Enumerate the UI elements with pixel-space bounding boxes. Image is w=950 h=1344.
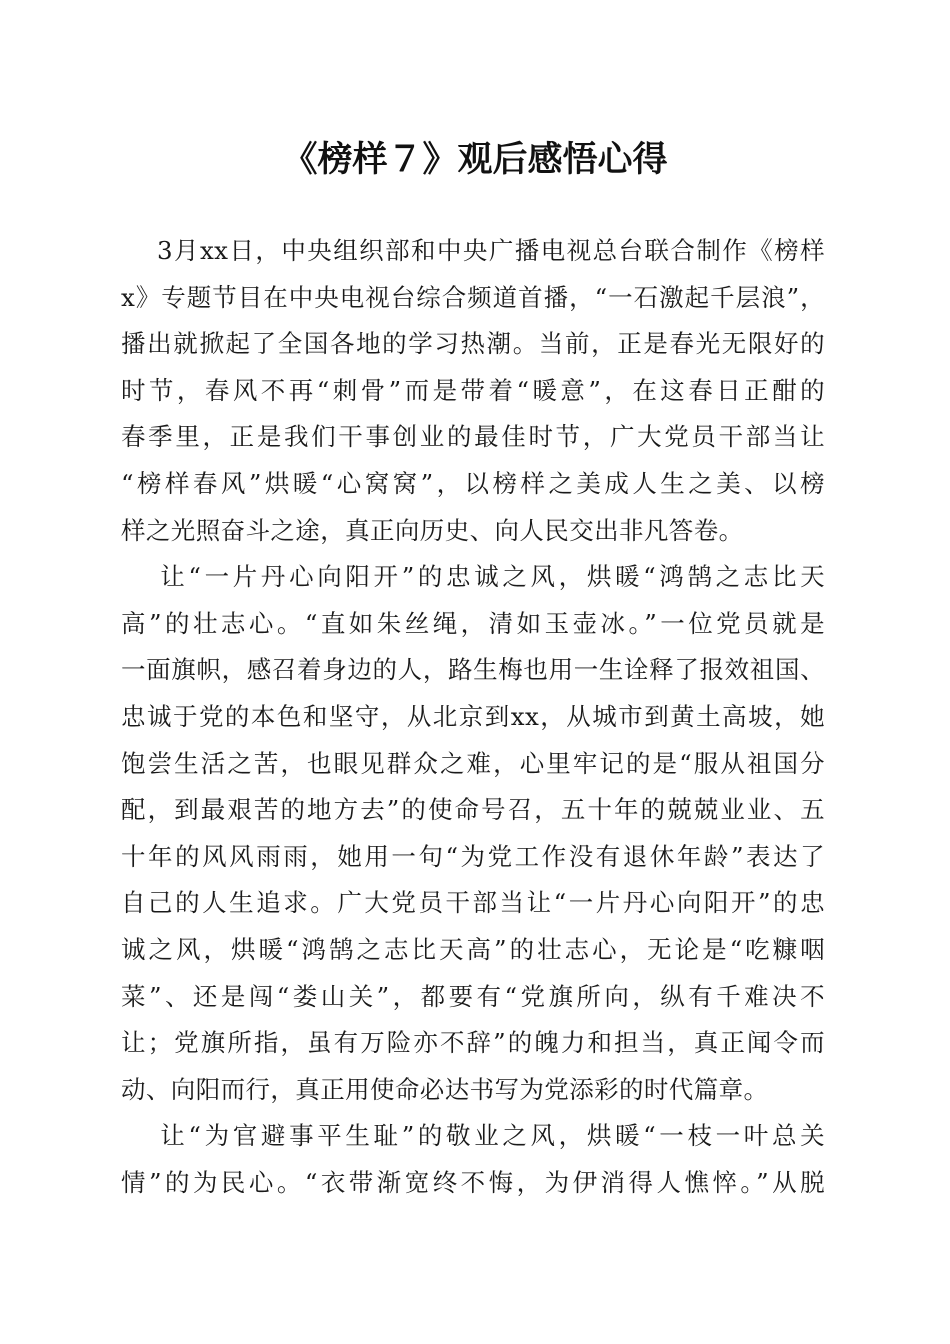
text-line: 时节，春风不再“刺骨”而是带着“暖意”，在这春日正酣的 [121,375,825,405]
text-line: “榜样春风”烘暖“心窝窝”，以榜样之美成人生之美、以榜 [121,468,825,498]
text-line: 一面旗帜，感召着身边的人，路生梅也用一生诠释了报效祖国、 [121,655,825,685]
text-line-content: 让“为官避事平生耻”的敬业之风，烘暖“一枝一叶总关 [157,1121,825,1151]
text-line [121,1113,825,1160]
paragraph-1 [121,228,825,554]
document-title: 《榜样７》观后感悟心得 [282,139,668,180]
paragraph-3 [121,1113,825,1206]
text-line: 情”的为民心。“衣带渐宽终不悔，为伊消得人憔悴。”从脱 [121,1167,825,1197]
text-line: 自己的人生追求。广大党员干部当让“一片丹心向阳开”的忠 [121,888,825,918]
text-line: 高”的壮志心。“直如朱丝绳，清如玉壶冰。”一位党员就是 [121,608,825,638]
text-line [121,228,825,275]
text-line: 春季里，正是我们干事创业的最佳时节，广大党员干部当让 [121,422,825,452]
paragraph-2 [121,554,825,1113]
text-line: 诚之风，烘暖“鸿鹄之志比天高”的壮志心，无论是“吃糠咽 [121,934,825,964]
text-line-content: 3月xx日，中央组织部和中央广播电视总台联合制作《榜样 [157,236,825,265]
text-line: 配，到最艰苦的地方去”的使命号召，五十年的兢兢业业、五 [121,795,825,825]
text-line: 忠诚于党的本色和坚守，从北京到xx，从城市到黄土高坡，她 [121,701,825,731]
document-body [121,228,825,1206]
text-line: x》专题节目在中央电视台综合频道首播，“一石激起千层浪”， [121,282,825,312]
text-line-content: 让“一片丹心向阳开”的忠诚之风，烘暖“鸿鹄之志比天 [157,562,825,592]
text-line: 十年的风风雨雨，她用一句“为党工作没有退休年龄”表达了 [121,841,825,871]
text-line: 动、向阳而行，真正用使命必达书写为党添彩的时代篇章。 [121,1074,769,1104]
text-line [121,554,825,601]
text-line: 播出就掀起了全国各地的学习热潮。当前，正是春光无限好的 [121,329,825,359]
text-line: 饱尝生活之苦，也眼见群众之难，心里牢记的是“服从祖国分 [121,748,825,778]
text-line: 让；党旗所指，虽有万险亦不辞”的魄力和担当，真正闻令而 [121,1028,825,1058]
text-line: 菜”、还是闯“娄山关”，都要有“党旗所向，纵有千难决不 [121,981,825,1011]
text-line: 样之光照奋斗之途，真正向历史、向人民交出非凡答卷。 [121,515,744,545]
